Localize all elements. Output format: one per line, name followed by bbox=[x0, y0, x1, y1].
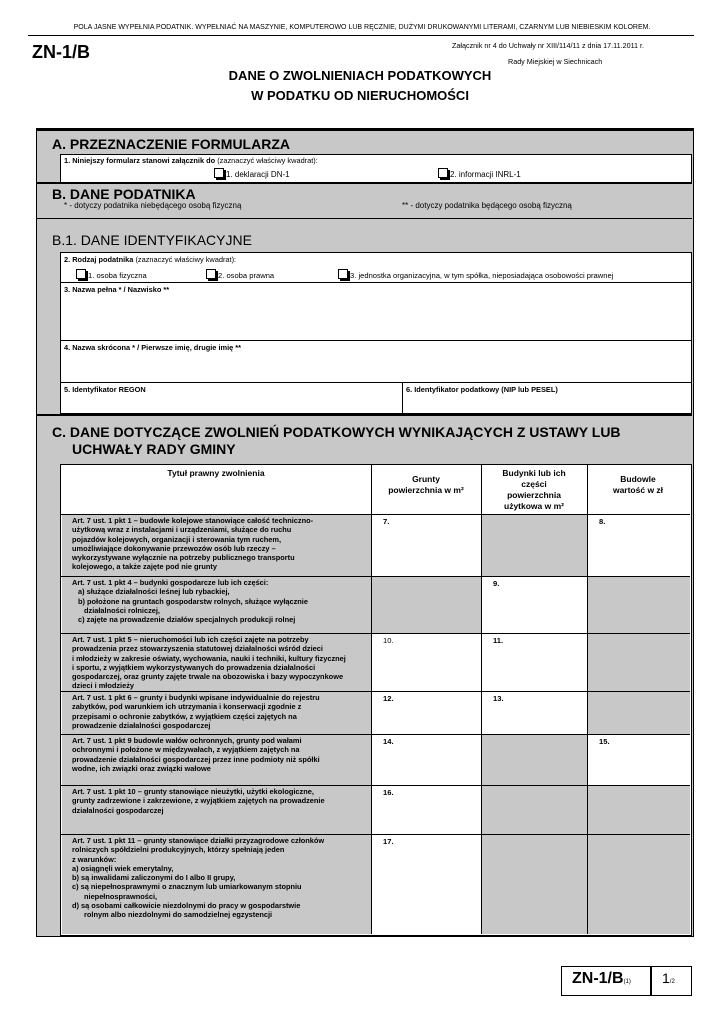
section-b-rule bbox=[36, 182, 692, 184]
exemption-title-line: rolniczych spółdzielni produkcyjnych, którzy spełniają jeden bbox=[72, 845, 285, 855]
field-number: 7. bbox=[383, 517, 390, 526]
field-number: 16. bbox=[383, 788, 394, 797]
section-c-rule bbox=[36, 414, 692, 416]
checkbox-icon[interactable] bbox=[76, 269, 86, 279]
exemption-title-line: c) są niepełnosprawnymi o znacznym lub umiarkowanym stopniu bbox=[72, 882, 302, 892]
exemption-title bbox=[72, 578, 362, 624]
section-b1-title: B.1. DANE IDENTYFIKACYJNE bbox=[52, 232, 252, 248]
type-natural-person[interactable]: 1. osoba fizyczna bbox=[76, 269, 147, 280]
exemption-title-line: a) osiągnęli wiek emerytalny, bbox=[72, 863, 174, 873]
exemption-title bbox=[72, 693, 362, 730]
header-rule bbox=[28, 35, 694, 36]
form-code: ZN-1/B bbox=[32, 42, 90, 62]
exemption-title-line: c) zajęte na prowadzenie działów specjalnych produkcji rolnej bbox=[78, 615, 296, 625]
exemption-title-line: wodne, ich związki oraz związki wałowe bbox=[72, 763, 211, 773]
footer-page-number: 1/2 bbox=[662, 970, 675, 986]
value-cell-budowle bbox=[588, 634, 690, 691]
checkbox-icon[interactable] bbox=[338, 269, 348, 279]
exemption-title-line: ochronnymi i położone w międzywałach, z wyjątkiem zajętych na bbox=[72, 745, 300, 755]
exemption-title bbox=[72, 516, 362, 572]
field-number: 15. bbox=[599, 737, 610, 746]
field-number: 11. bbox=[493, 636, 504, 645]
value-cell-grunty bbox=[372, 577, 481, 633]
exemption-title-line: wykorzystywane wyłącznie na potrzeby publicznego transportu bbox=[72, 553, 295, 563]
field-6-label: 6. Identyfikator podatkowy (NIP lub PESEL) bbox=[406, 385, 558, 394]
checkbox-icon[interactable] bbox=[438, 168, 448, 178]
exemption-title-line: pojazdów kolejowych, organizacji i sterowania tym ruchem, bbox=[72, 534, 282, 544]
exemption-title-line: i młodzieży w zakresie oświaty, wychowania, nauki i techniki, kultury fizycznej bbox=[72, 653, 346, 663]
exemption-title-line: prowadzenia przez stowarzyszenia statutowej działalności wśród dzieci bbox=[72, 644, 323, 654]
exemption-title-line: dzieci i młodzieży bbox=[72, 681, 135, 691]
exemption-title-line: b) położone na gruntach gospodarstw rolnych, służące wyłącznie bbox=[78, 596, 308, 606]
value-cell-budowle bbox=[588, 786, 690, 834]
exemption-title-line: i sportu, z wyjątkiem wykorzystywanych do prowadzenia działalności bbox=[72, 662, 316, 672]
footer-form-code: ZN-1/B(1) bbox=[572, 970, 631, 987]
exemption-title-line: działalności gospodarczej bbox=[72, 805, 164, 815]
field-number: 17. bbox=[383, 837, 394, 846]
exemption-title bbox=[72, 836, 362, 920]
section-b-title: B. DANE PODATNIKA bbox=[52, 186, 196, 202]
field-number: 9. bbox=[493, 579, 500, 588]
value-cell-budowle bbox=[588, 577, 690, 633]
field-3-label: 3. Nazwa pełna * / Nazwisko ** bbox=[64, 285, 170, 294]
exemption-title-line: zabytków, pod warunkiem ich utrzymania i konserwacji zgodnie z bbox=[72, 702, 302, 712]
attachment-note: Załącznik nr 4 do Uchwały nr XIII/114/11 z dnia 17.11.2011 r. bbox=[452, 41, 645, 50]
exemption-title-line: działalności rolniczej, bbox=[84, 605, 160, 615]
checkbox-icon[interactable] bbox=[206, 269, 216, 279]
exemption-title-line: prowadzenie działalności gospodarczej przez inne podmioty niż spółki bbox=[72, 754, 320, 764]
exemption-title-line: użytkową wraz z instalacjami i urządzeniami, służące do ruchu bbox=[72, 525, 292, 535]
value-cell-budowle bbox=[588, 692, 690, 734]
col-header-buildings: Budynki lub ich części powierzchnia użytkowa w m² bbox=[502, 468, 566, 511]
exemption-title-line: Art. 7 ust. 1 pkt 11 – grunty stanowiące działki przyzagrodowe członków bbox=[72, 836, 325, 845]
field-number: 12. bbox=[383, 694, 394, 703]
exemption-title-line: umożliwiające dokonywanie przewozów osób lub rzeczy – bbox=[72, 543, 276, 553]
page-title-line2: W PODATKU OD NIERUCHOMOŚCI bbox=[251, 88, 469, 103]
exemption-title-line: grunty zadrzewione i zakrzewione, z wyjątkiem zajętych na prowadzenie bbox=[72, 796, 325, 806]
value-cell-budowle bbox=[588, 835, 690, 934]
exemption-title-line: przepisami o ochronie zabytków, z wyjątkiem części zajętych na bbox=[72, 711, 297, 721]
col-header-title: Tytuł prawny zwolnienia bbox=[167, 468, 265, 478]
exemption-title bbox=[72, 736, 362, 773]
value-cell-budynki bbox=[482, 835, 587, 934]
value-cell-budynki bbox=[482, 735, 587, 785]
section-a-title: A. PRZEZNACZENIE FORMULARZA bbox=[52, 136, 290, 152]
section-b1-rule bbox=[36, 218, 692, 219]
exemption-title-line: Art. 7 ust. 1 pkt 5 – nieruchomości lub ich części zajęte na potrzeby bbox=[72, 635, 309, 644]
type-legal-person[interactable]: 2. osoba prawna bbox=[206, 269, 274, 280]
value-cell-budynki bbox=[482, 515, 587, 576]
section-c-title-line1: C. DANE DOTYCZĄCE ZWOLNIEŃ PODATKOWYCH WYNIKAJĄCYCH Z USTAWY LUB bbox=[52, 424, 621, 440]
exemption-title bbox=[72, 787, 362, 815]
exemption-title-line: Art. 7 ust. 1 pkt 10 – grunty stanowiące nieużytki, użytki ekologiczne, bbox=[72, 787, 314, 796]
field-number: 8. bbox=[599, 517, 606, 526]
field-2-label: 2. Rodzaj podatnika (zaznaczyć właściwy kwadrat): bbox=[64, 255, 237, 264]
field-number: 13. bbox=[493, 694, 504, 703]
exemption-title-line: b) są inwalidami zaliczonymi do I albo II grupy, bbox=[72, 873, 236, 883]
exemption-title-line: rolnym albo niezdolnymi do samodzielnej egzystencji bbox=[84, 910, 273, 920]
council-name: Rady Miejskiej w Siechnicach bbox=[508, 57, 603, 66]
page-title-line1: DANE O ZWOLNIENIACH PODATKOWYCH bbox=[228, 68, 492, 83]
exemption-title-line: Art. 7 ust. 1 pkt 9 budowle wałów ochronnych, grunty pod wałami bbox=[72, 736, 302, 745]
option-inrl1[interactable]: 2. informacji INRL-1 bbox=[438, 168, 521, 179]
exemption-title bbox=[72, 635, 362, 691]
exemption-title-line: a) służące działalności leśnej lub rybackiej, bbox=[78, 587, 230, 597]
exemption-title-line: prowadzenie działalności gospodarczej bbox=[72, 720, 211, 730]
exemption-title-line: d) są osobami całkowicie niezdolnymi do pracy w gospodarstwie bbox=[72, 901, 301, 911]
value-cell-grunty[interactable] bbox=[372, 835, 481, 934]
col-header-land: Grunty powierzchnia w m² bbox=[388, 474, 464, 495]
field-number: 14. bbox=[383, 737, 394, 746]
section-c-title-line2: UCHWAŁY RADY GMINY bbox=[72, 441, 236, 457]
type-organizational-unit[interactable]: 3. jednostka organizacyjna, w tym spółka, nieposiadająca osobowości prawnej bbox=[338, 269, 613, 280]
exemption-title-line: Art. 7 ust. 1 pkt 1 – budowle kolejowe stanowiące całość techniczno- bbox=[72, 516, 314, 525]
exemption-title-line: Art. 7 ust. 1 pkt 4 – budynki gospodarcze lub ich części: bbox=[72, 578, 269, 587]
note-natural-person: ** - dotyczy podatnika będącego osobą fizyczną bbox=[402, 201, 572, 210]
exemption-title-line: niepełnosprawności, bbox=[84, 891, 158, 901]
exemption-title-line: z warunków: bbox=[72, 854, 117, 864]
exemption-title-line: gospodarczej, oraz grunty zajęte trwale na obozowiska i bazy wypoczynkowe bbox=[72, 672, 344, 682]
note-legal-entity: * - dotyczy podatnika niebędącego osobą fizyczną bbox=[64, 201, 242, 210]
value-cell-budynki bbox=[482, 786, 587, 834]
checkbox-icon[interactable] bbox=[214, 168, 224, 178]
field-4-label: 4. Nazwa skrócona * / Pierwsze imię, drugie imię ** bbox=[64, 343, 242, 352]
field-1-label: 1. Niniejszy formularz stanowi załącznik do (zaznaczyć właściwy kwadrat): bbox=[64, 156, 318, 165]
field-number: 10. bbox=[383, 636, 394, 645]
exemption-title-line: Art. 7 ust. 1 pkt 6 – grunty i budynki wpisane indywidualnie do rejestru bbox=[72, 693, 320, 702]
fill-instruction: POLA JASNE WYPEŁNIA PODATNIK. WYPEŁNIAĆ NA MASZYNIE, KOMPUTEROWO LUB RĘCZNIE, DUŻYMI DRUKOWANYMI LITERAMI, CZARNYM LUB NIEBIESKIM KOLOREM. bbox=[73, 24, 651, 31]
col-header-structures: Budowle wartość w zł bbox=[612, 474, 664, 495]
option-dn1[interactable]: 1. deklaracji DN-1 bbox=[214, 168, 290, 179]
exemption-title-line: kolejowego, a także zajęte pod nie grunty bbox=[72, 562, 217, 572]
field-5-label: 5. Identyfikator REGON bbox=[64, 385, 146, 394]
